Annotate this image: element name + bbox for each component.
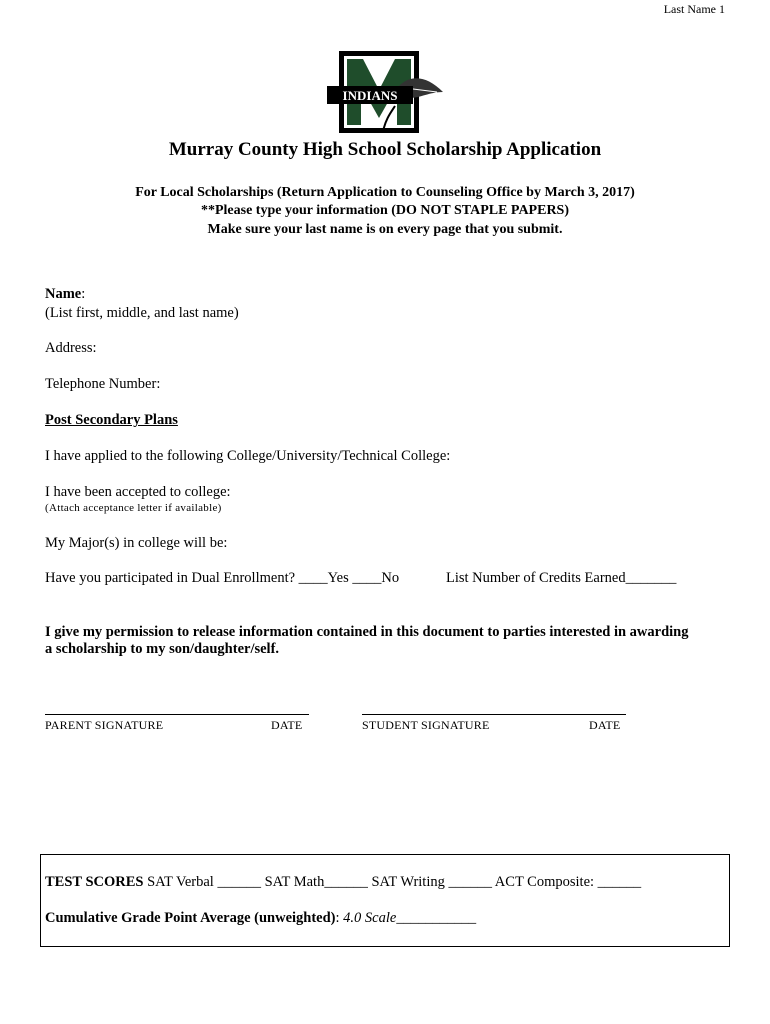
telephone-label: Telephone Number: (45, 376, 161, 392)
parent-signature-label: PARENT SIGNATURE (45, 718, 164, 732)
test-scores-box (40, 854, 730, 947)
test-scores-fields: SAT Verbal ______ SAT Math______ SAT Writing ______ ACT Composite: ______ (143, 874, 642, 890)
parent-signature-line (45, 714, 309, 715)
applied-college-label: I have applied to the following College/University/Technical College: (45, 448, 451, 464)
gpa-colon: : (335, 910, 344, 926)
subtitle-line-3: Make sure your last name is on every page that you submit. (207, 222, 563, 237)
major-label: My Major(s) in college will be: (45, 535, 228, 551)
name-label: Name (45, 286, 82, 302)
gpa-line (45, 910, 476, 927)
logo-banner: INDIANS (342, 88, 398, 103)
name-field-label (45, 286, 85, 303)
last-name-label: Last Name (663, 2, 716, 16)
accepted-college-label: I have been accepted to college: (45, 484, 231, 500)
test-scores-heading: TEST SCORES (45, 874, 144, 890)
dual-enrollment-question: Have you participated in Dual Enrollment? ____Yes ____No (45, 570, 400, 586)
permission-line-1: I give my permission to release information contained in this document to parties interested in awarding (45, 624, 689, 640)
gpa-scale: 4.0 Scale (343, 910, 397, 926)
parent-date-label: DATE (271, 718, 303, 732)
credits-earned-label: List Number of Credits Earned_______ (446, 570, 677, 586)
school-logo (325, 48, 447, 136)
student-date-label: DATE (589, 718, 621, 732)
permission-line-2: a scholarship to my son/daughter/self. (45, 641, 280, 657)
accepted-hint: (Attach acceptance letter if available) (45, 502, 222, 514)
student-signature-line (362, 714, 626, 715)
gpa-blank: ___________ (396, 910, 477, 926)
name-colon: : (81, 286, 86, 302)
page-header (664, 2, 725, 17)
address-label: Address: (45, 340, 97, 356)
post-secondary-heading: Post Secondary Plans (45, 412, 178, 428)
gpa-label: Cumulative Grade Point Average (unweighted) (45, 910, 336, 926)
subtitle-line-1: For Local Scholarships (Return Application to Counseling Office by March 3, 2017) (135, 185, 635, 200)
subtitle-line-2: **Please type your information (DO NOT STAPLE PAPERS) (200, 203, 570, 218)
name-hint: (List first, middle, and last name) (45, 305, 239, 321)
student-signature-label: STUDENT SIGNATURE (362, 718, 490, 732)
page-title: Murray County High School Scholarship Application (168, 139, 602, 160)
page-number: 1 (719, 2, 725, 16)
test-scores-line (45, 874, 641, 891)
